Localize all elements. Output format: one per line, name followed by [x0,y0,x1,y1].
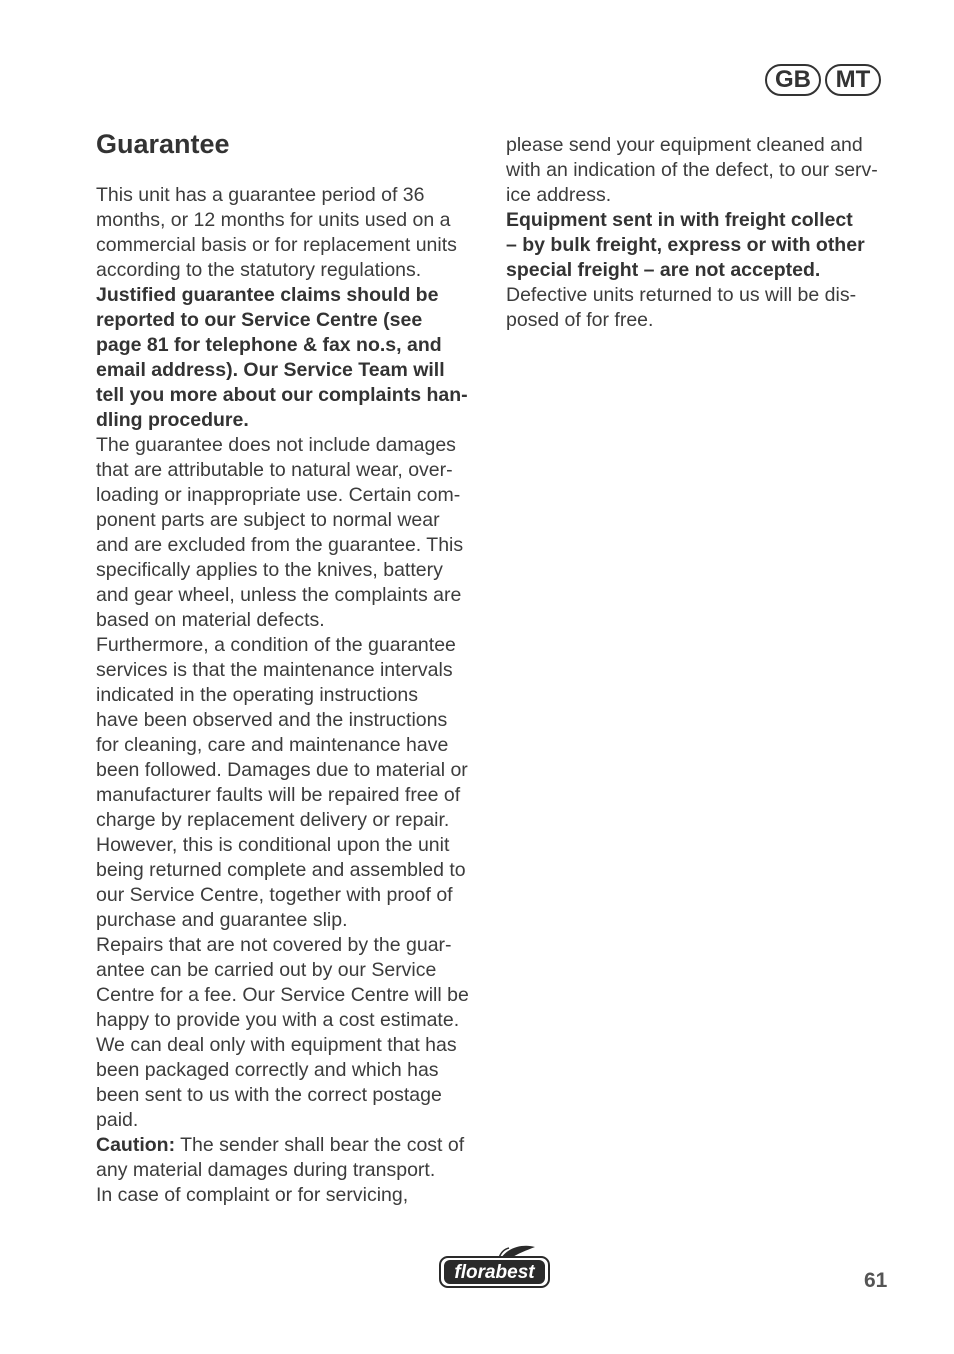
text-line: being returned complete and assembled to [96,859,466,881]
text-line: manufacturer faults will be repaired free of [96,784,461,806]
text-line: any material damages during transport. [96,1159,436,1181]
text-line: been sent to us with the correct postage [96,1084,442,1106]
florabest-logo [439,1244,551,1290]
text-line: However, this is conditional upon the unit [96,834,450,856]
text-line: special freight – are not accepted. [506,259,821,281]
text-line: based on material defects. [96,609,325,631]
text-line: Furthermore, a condition of the guarantee [96,634,456,656]
left-text-column [96,183,486,1208]
text-line: Repairs that are not covered by the guar- [96,934,452,956]
text-line: services is that the maintenance intervals [96,659,453,681]
text-line: antee can be carried out by our Service [96,959,437,981]
text-line: tell you more about our complaints han- [96,384,468,406]
text-line: The guarantee does not include damages [96,434,456,456]
text-line: dling procedure. [96,409,249,431]
text-line: We can deal only with equipment that has [96,1034,457,1056]
text-line: and are excluded from the guarantee. This [96,534,464,556]
language-badge-gb: GB [765,64,821,96]
text-line [96,1133,486,1158]
text-line: that are attributable to natural wear, over- [96,459,453,481]
text-line: reported to our Service Centre (see [96,309,423,331]
language-badges [765,64,881,96]
text-line: paid. [96,1109,139,1131]
text-line: happy to provide you with a cost estimate. [96,1009,460,1031]
text-line: This unit has a guarantee period of 36 [96,184,425,206]
text-line: been followed. Damages due to material or [96,759,468,781]
text-line: loading or inappropriate use. Certain com- [96,484,461,506]
text-line: our Service Centre, together with proof of [96,884,453,906]
text-line: – by bulk freight, express or with other [506,234,865,256]
text-line: have been observed and the instructions [96,709,448,731]
text-line: purchase and guarantee slip. [96,909,348,931]
text-line: posed of for free. [506,309,654,331]
caution-label: Caution: [96,1134,176,1156]
right-text-column [506,133,896,333]
text-line: Equipment sent in with freight collect [506,209,853,231]
text-line: commercial basis or for replacement units [96,234,457,256]
logo-text: florabest [454,1262,535,1283]
text-line: been packaged correctly and which has [96,1059,439,1081]
text-line: months, or 12 months for units used on a [96,209,451,231]
text-line: and gear wheel, unless the complaints are [96,584,462,606]
text-line: page 81 for telephone & fax no.s, and [96,334,442,356]
text-line: In case of complaint or for servicing, [96,1184,409,1206]
section-title: Guarantee [96,129,230,159]
text-line: indicated in the operating instructions [96,684,418,706]
text-line: ponent parts are subject to normal wear [96,509,440,531]
text-line: charge by replacement delivery or repair. [96,809,450,831]
text-line: Centre for a fee. Our Service Centre will be [96,984,469,1006]
text-line: Defective units returned to us will be dis- [506,284,857,306]
text-line: Justified guarantee claims should be [96,284,439,306]
page-number: 61 [864,1269,888,1292]
language-badge-mt: MT [825,64,881,96]
text-line: email address). Our Service Team will [96,359,445,381]
text-line: with an indication of the defect, to our serv- [506,159,878,181]
text-line: according to the statutory regulations. [96,259,422,281]
text-line: please send your equipment cleaned and [506,134,863,156]
text-line: for cleaning, care and maintenance have [96,734,449,756]
text-line: specifically applies to the knives, battery [96,559,443,581]
text-line: ice address. [506,184,612,206]
text-fragment: The sender shall bear the cost of [175,1134,465,1156]
